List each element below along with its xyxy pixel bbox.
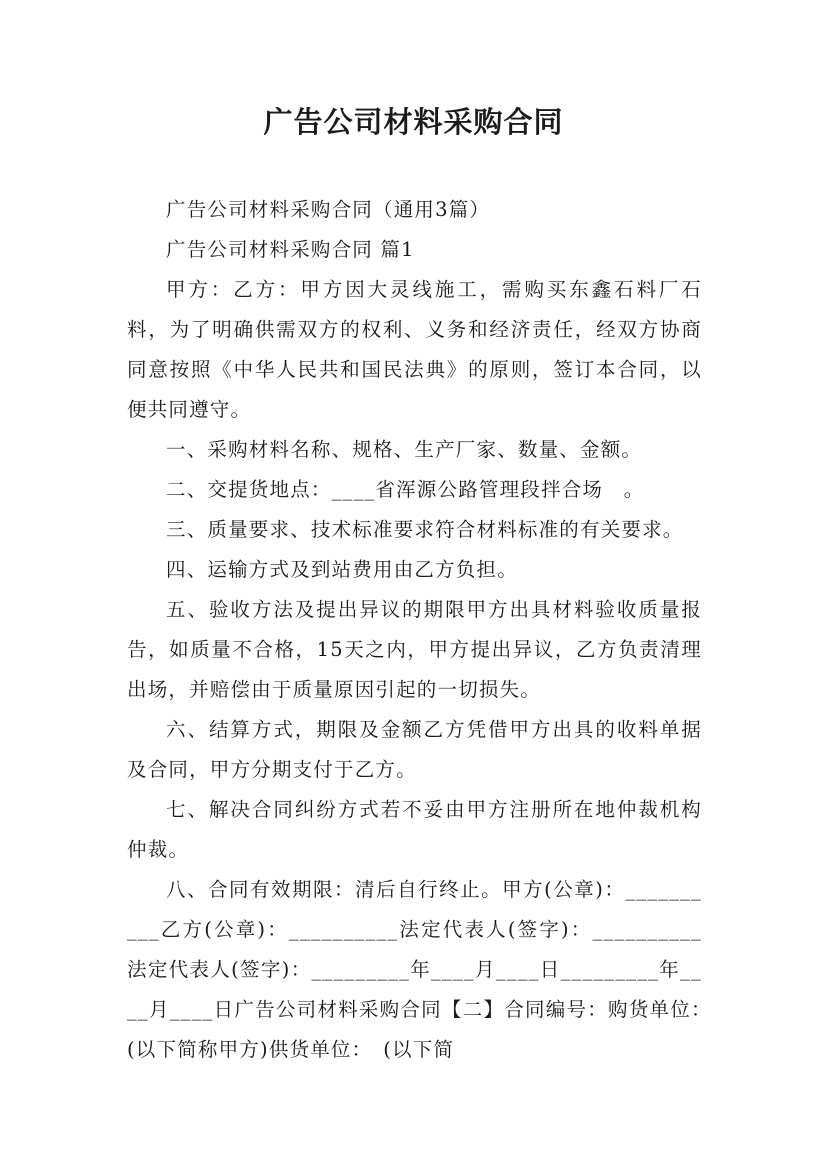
clause-7-paragraph: 七、解决合同纠纷方式若不妥由甲方注册所在地仲裁机构仲裁。: [127, 798, 702, 861]
subtitle-paragraph: 广告公司材料采购合同（通用3篇）: [166, 198, 491, 221]
clause-3-paragraph: 三、质量要求、技术标准要求符合材料标准的有关要求。: [166, 518, 684, 541]
document-title: 广告公司材料采购合同: [263, 105, 564, 139]
section-heading-paragraph: 广告公司材料采购合同 篇1: [166, 238, 415, 261]
document-body: [127, 190, 723, 1070]
clause-8-paragraph: 八、合同有效期限：清后自行终止。甲方(公章)：__________乙方(公章)：__________法定代表人(签字)：__________法定代表人(签字)：_________年____月____日_________年____月____日广告公司材料采购合同【二】合同编号：购货单位： (以下简称甲方)供货单位： (以下简: [127, 878, 723, 1061]
clause-5-paragraph: 五、验收方法及提出异议的期限甲方出具材料验收质量报告，如质量不合格，15天之内，甲方提出异议，乙方负责清理出场，并赔偿由于质量原因引起的一切损失。: [127, 598, 702, 701]
clause-1-paragraph: 一、采购材料名称、规格、生产厂家、数量、金额。: [166, 438, 643, 461]
clause-2-paragraph: 二、交提货地点：____省浑源公路管理段拌合场 。: [166, 478, 645, 501]
intro-paragraph: 甲方：乙方：甲方因大灵线施工，需购买东鑫石料厂石料，为了明确供需双方的权利、义务和经济责任，经双方协商同意按照《中华人民共和国民法典》的原则，签订本合同，以便共同遵守。: [127, 278, 702, 421]
clause-6-paragraph: 六、结算方式，期限及金额乙方凭借甲方出具的收料单据及合同，甲方分期支付于乙方。: [127, 718, 702, 781]
clause-4-paragraph: 四、运输方式及到站费用由乙方负担。: [166, 558, 518, 581]
